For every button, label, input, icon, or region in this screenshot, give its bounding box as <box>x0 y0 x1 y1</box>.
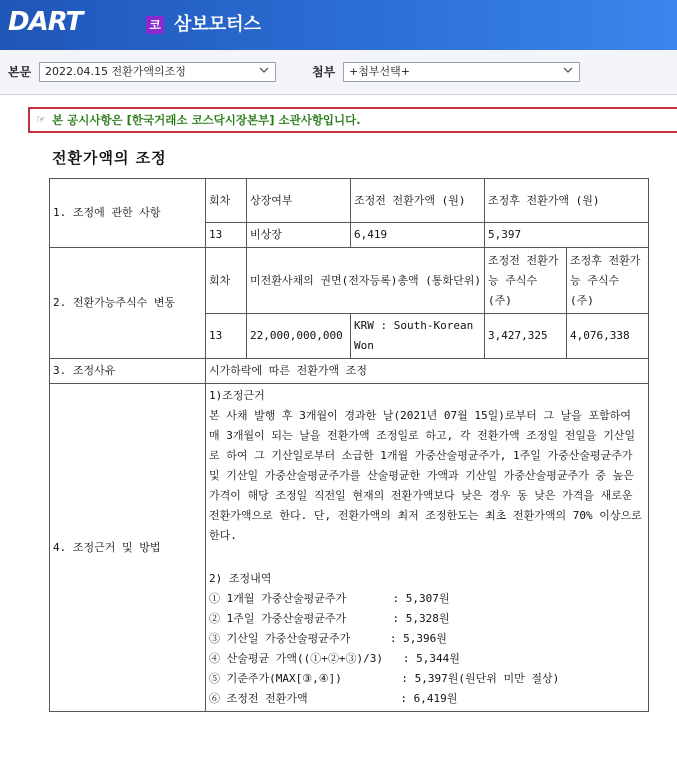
column-header: 회차 <box>206 248 247 314</box>
basis-line: ② 1주일 가중산술평균주가 : 5,328원 <box>209 612 450 625</box>
basis-line: ① 1개월 가중산술평균주가 : 5,307원 <box>209 592 450 605</box>
attachment-select[interactable] <box>343 62 580 82</box>
attachment-select-value: +첨부선택+ <box>349 65 410 78</box>
attachment-label: 첨부 <box>312 65 336 79</box>
row-label: 1. 조정에 관한 사항 <box>50 179 206 248</box>
table-cell: 3,427,325 <box>485 314 567 359</box>
column-header: 회차 <box>206 179 247 223</box>
corp-type-badge: 코 <box>146 16 164 34</box>
table-row <box>50 179 649 223</box>
table-cell: 시가하락에 따른 전환가액 조정 <box>206 359 649 384</box>
table-cell: 5,397 <box>485 223 649 248</box>
document-selector-bar <box>0 50 677 95</box>
basis-line: 2) 조정내역 <box>209 572 272 585</box>
basis-line: ⑤ 기준주가(MAX[③,④]) : 5,397원(원단위 미만 절상) <box>209 672 560 685</box>
basis-line: ④ 산술평균 가액((①+②+③)/3) : 5,344원 <box>209 652 460 665</box>
disclosure-document <box>0 95 677 764</box>
main-document-label: 본문 <box>8 65 32 79</box>
table-cell: 6,419 <box>351 223 485 248</box>
column-header: 조정전 전환가액 (원) <box>351 179 485 223</box>
adjustment-basis-text <box>206 384 649 712</box>
row-label: 4. 조정근거 및 방법 <box>50 384 206 712</box>
table-row <box>50 359 649 384</box>
basis-line <box>209 546 645 569</box>
table-cell: 13 <box>206 223 247 248</box>
table-cell: 비상장 <box>247 223 351 248</box>
company-name: 삼보모터스 <box>174 14 261 35</box>
basis-line: ⑥ 조정전 전환가액 : 6,419원 <box>209 692 458 705</box>
column-header: 조정후 전환가능 주식수 (주) <box>567 248 649 314</box>
document-title: 전환가액의 조정 <box>52 149 167 167</box>
column-header: 조정후 전환가액 (원) <box>485 179 649 223</box>
column-header: 미전환사채의 권면(전자등록)총액 (통화단위) <box>247 248 485 314</box>
jurisdiction-notice <box>28 107 677 133</box>
main-document-select-value: 2022.04.15 전환가액의조정 <box>45 65 186 78</box>
row-label: 2. 전환가능주식수 변동 <box>50 248 206 359</box>
basis-line: 본 사채 발행 후 3개월이 경과한 날(2021년 07월 15일)로부터 그 날을 포함하여 매 3개월이 되는 날을 전환가액 조정일로 하고, 각 전환가액 조정일 전일을 기산일로 하여 그 기산일로부터 소급한 1개월 가중산술평균주가, 1주일 가중산술평균주가 및 기산일 가중산술평균주가를 산술평균한 가액과 기산일 가중산술평균주가 중 높은 가격이 해당 조정일 직전일 현재의 전환가액보다 낮은 경우 동 낮은 가격을 새로운 전환가액으로 한다. 단, 전환가액의 최저 조정한도는 최초 전환가액의 70% 이상으로 한다. <box>209 409 642 542</box>
table-row <box>50 248 649 314</box>
chevron-down-icon <box>563 65 573 75</box>
main-document-select[interactable] <box>39 62 276 82</box>
basis-line: 1)조정근거 <box>209 389 265 402</box>
table-cell: KRW : South-Korean Won <box>351 314 485 359</box>
dart-logo[interactable] <box>8 7 82 37</box>
dart-header <box>0 0 677 50</box>
chevron-down-icon <box>259 65 269 75</box>
basis-line: ③ 기산일 가중산술평균주가 : 5,396원 <box>209 632 447 645</box>
table-cell: 4,076,338 <box>567 314 649 359</box>
table-cell: 22,000,000,000 <box>247 314 351 359</box>
column-header: 상장여부 <box>247 179 351 223</box>
dart-logo-text: DART <box>8 7 83 37</box>
pointing-hand-icon: ☞ <box>36 113 46 126</box>
table-cell: 13 <box>206 314 247 359</box>
jurisdiction-notice-text: 본 공시사항은 [한국거래소 코스닥시장본부] 소관사항입니다. <box>52 113 361 127</box>
adjustment-table <box>49 178 649 712</box>
column-header: 조정전 전환가능 주식수 (주) <box>485 248 567 314</box>
table-row <box>50 384 649 712</box>
row-label: 3. 조정사유 <box>50 359 206 384</box>
